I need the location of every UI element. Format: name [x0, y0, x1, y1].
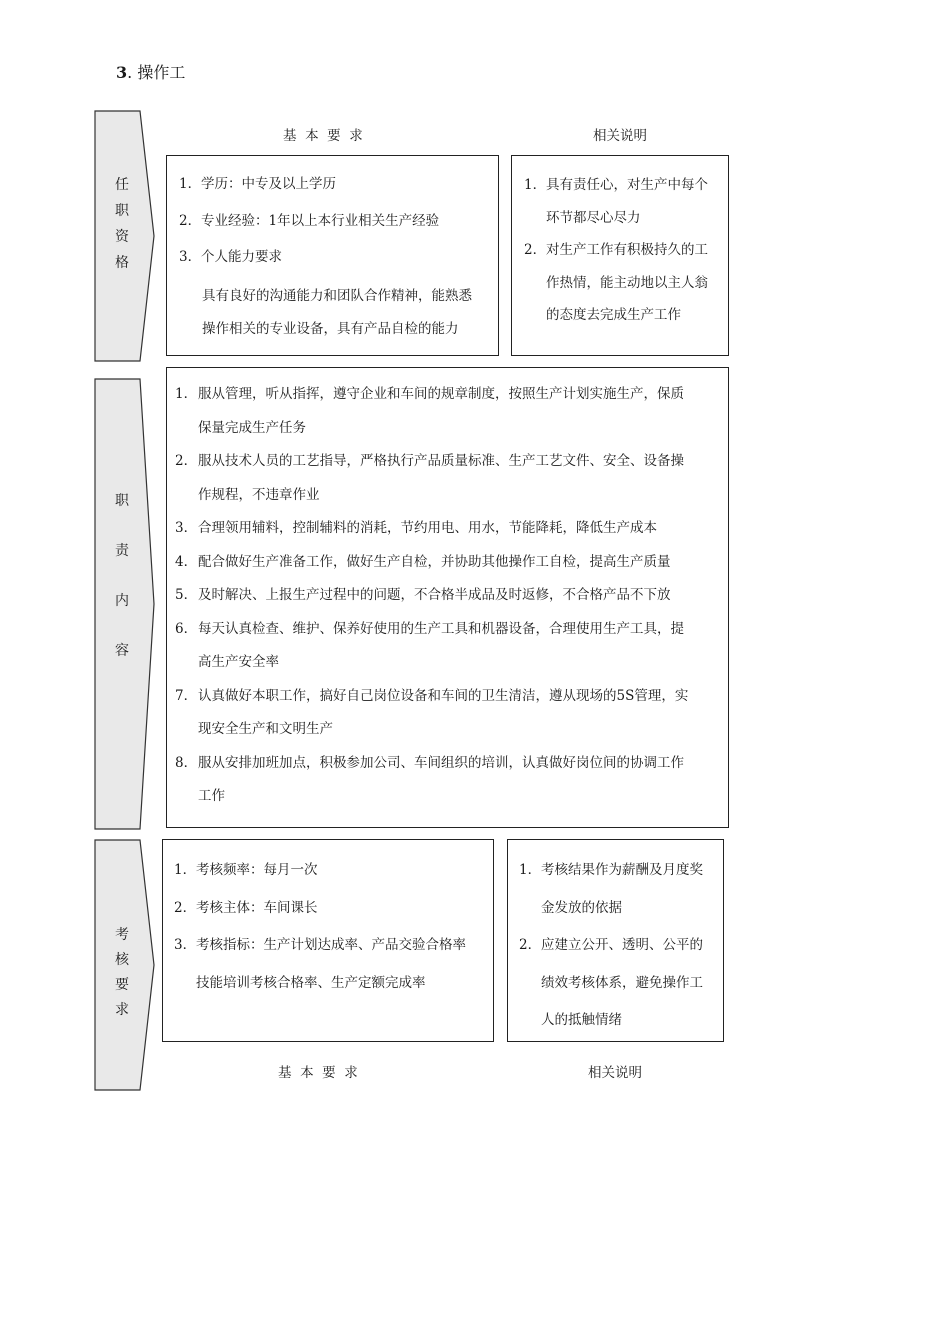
tab-char: 考 [115, 927, 129, 943]
duty-item: 3．合理领用辅料，控制辅料的消耗，节约用电、用水，节能降耗，降低生产成本 [175, 520, 657, 536]
tab-char: 责 [115, 543, 129, 559]
tab-qualification-label [110, 172, 134, 276]
assessment-requirements-box: 1．考核频率：每月一次 2．考核主体：车间课长 3．考核指标：生产计划达成率、产品交验合格率 技能培训考核合格率、生产定额完成率 [162, 839, 494, 1042]
tab-duties-label [110, 476, 134, 676]
tab-char: 职 [115, 493, 129, 509]
list-item: 1．具有责任心，对生产中每个 [524, 177, 708, 193]
list-item: 2．考核主体：车间课长 [174, 899, 318, 916]
ability-line: 操作相关的专业设备，具有产品自检的能力 [202, 321, 459, 337]
tab-char: 求 [115, 1002, 129, 1018]
list-item: 2．对生产工作有积极持久的工 [524, 242, 708, 258]
header-basic-requirements-top: 基 本 要 求 [283, 128, 363, 144]
duty-item: 7．认真做好本职工作，搞好自己岗位设备和车间的卫生清洁，遵从现场的5S管理，实 [175, 687, 689, 704]
tab-assessment-label [110, 923, 134, 1023]
list-item: 1．考核频率：每月一次 [174, 862, 318, 878]
duty-item: 5．及时解决、上报生产过程中的问题，不合格半成品及时返修，不合格产品不下放 [175, 587, 671, 603]
qualification-notes-box: 1．具有责任心，对生产中每个 环节都尽心尽力 2．对生产工作有积极持久的工 作热情，能主动地以主人翁 的态度去完成生产工作 [511, 155, 729, 356]
tab-char: 核 [115, 952, 129, 968]
duty-item: 6．每天认真检查、维护、保养好使用的生产工具和机器设备，合理使用生产工具，提 [175, 620, 684, 637]
duty-item: 2．服从技术人员的工艺指导，严格执行产品质量标准、生产工艺文件、安全、设备操 [175, 453, 684, 469]
header-related-notes-top: 相关说明 [593, 128, 647, 144]
header-related-notes-bottom: 相关说明 [588, 1065, 642, 1081]
duty-item: 4．配合做好生产准备工作，做好生产自检，并协助其他操作工自检，提高生产质量 [175, 553, 671, 570]
tab-char: 职 [115, 203, 129, 219]
list-item: 2．专业经验：1年以上本行业相关生产经验 [179, 212, 440, 229]
header-basic-requirements-bottom: 基 本 要 求 [278, 1065, 358, 1081]
section-title [116, 60, 185, 83]
tab-char: 格 [115, 255, 129, 271]
section-title-text: 操作工 [137, 63, 186, 82]
tab-char: 任 [115, 177, 129, 193]
list-item: 3．个人能力要求 [179, 249, 282, 265]
duty-item: 8．服从安排加班加点，积极参加公司、车间组织的培训，认真做好岗位间的协调工作 [175, 754, 684, 771]
section-number: 3 [116, 63, 128, 82]
list-item: 1．考核结果作为薪酬及月度奖 [519, 862, 703, 878]
section-number-sep: . [127, 63, 133, 82]
duties-box: 1．服从管理，听从指挥，遵守企业和车间的规章制度，按照生产计划实施生产，保质 保量完成生产任务 2．服从技术人员的工艺指导，严格执行产品质量标准、生产工艺文件、安全、设备操 作规程，不违章作业 3．合理领用辅料，控制辅料的消耗，节约用电、用水，节能降耗，降低生产成本 4．配合做好生产准备工作，做好生产自检，并协助其他操作工自检，提高生产质量 5．及时解决、上报生产过程中的问题，不合格半成品及时返修，不合格产品不下放 6．每天认真检查、维护、保养好使用的生产工具和机器设备，合理使用生产工具，提 高生产安全率 7．认真做好本职工作，搞好自己岗位设备和车间的卫生清洁，遵从现场的5S管理，实 现安全生产和文明生产 8．服从安排加班加点，积极参加公司、车间组织的培训，认真做好岗位间的协调工作 工作 [166, 367, 729, 828]
tab-char: 要 [115, 977, 129, 993]
assessment-notes-box: 1．考核结果作为薪酬及月度奖 金发放的依据 2．应建立公开、透明、公平的 绩效考核体系，避免操作工 人的抵触情绪 [507, 839, 724, 1042]
tab-char: 内 [115, 593, 129, 609]
ability-line: 具有良好的沟通能力和团队合作精神，能熟悉 [202, 287, 472, 304]
list-item: 2．应建立公开、透明、公平的 [519, 937, 703, 953]
list-item: 1．学历：中专及以上学历 [179, 176, 336, 192]
qualification-requirements-box [166, 155, 499, 356]
tab-char: 资 [115, 229, 129, 245]
duty-item: 1．服从管理，听从指挥，遵守企业和车间的规章制度，按照生产计划实施生产，保质 [175, 386, 684, 402]
tab-char: 容 [115, 643, 129, 659]
list-item: 3．考核指标：生产计划达成率、产品交验合格率 [174, 937, 466, 953]
